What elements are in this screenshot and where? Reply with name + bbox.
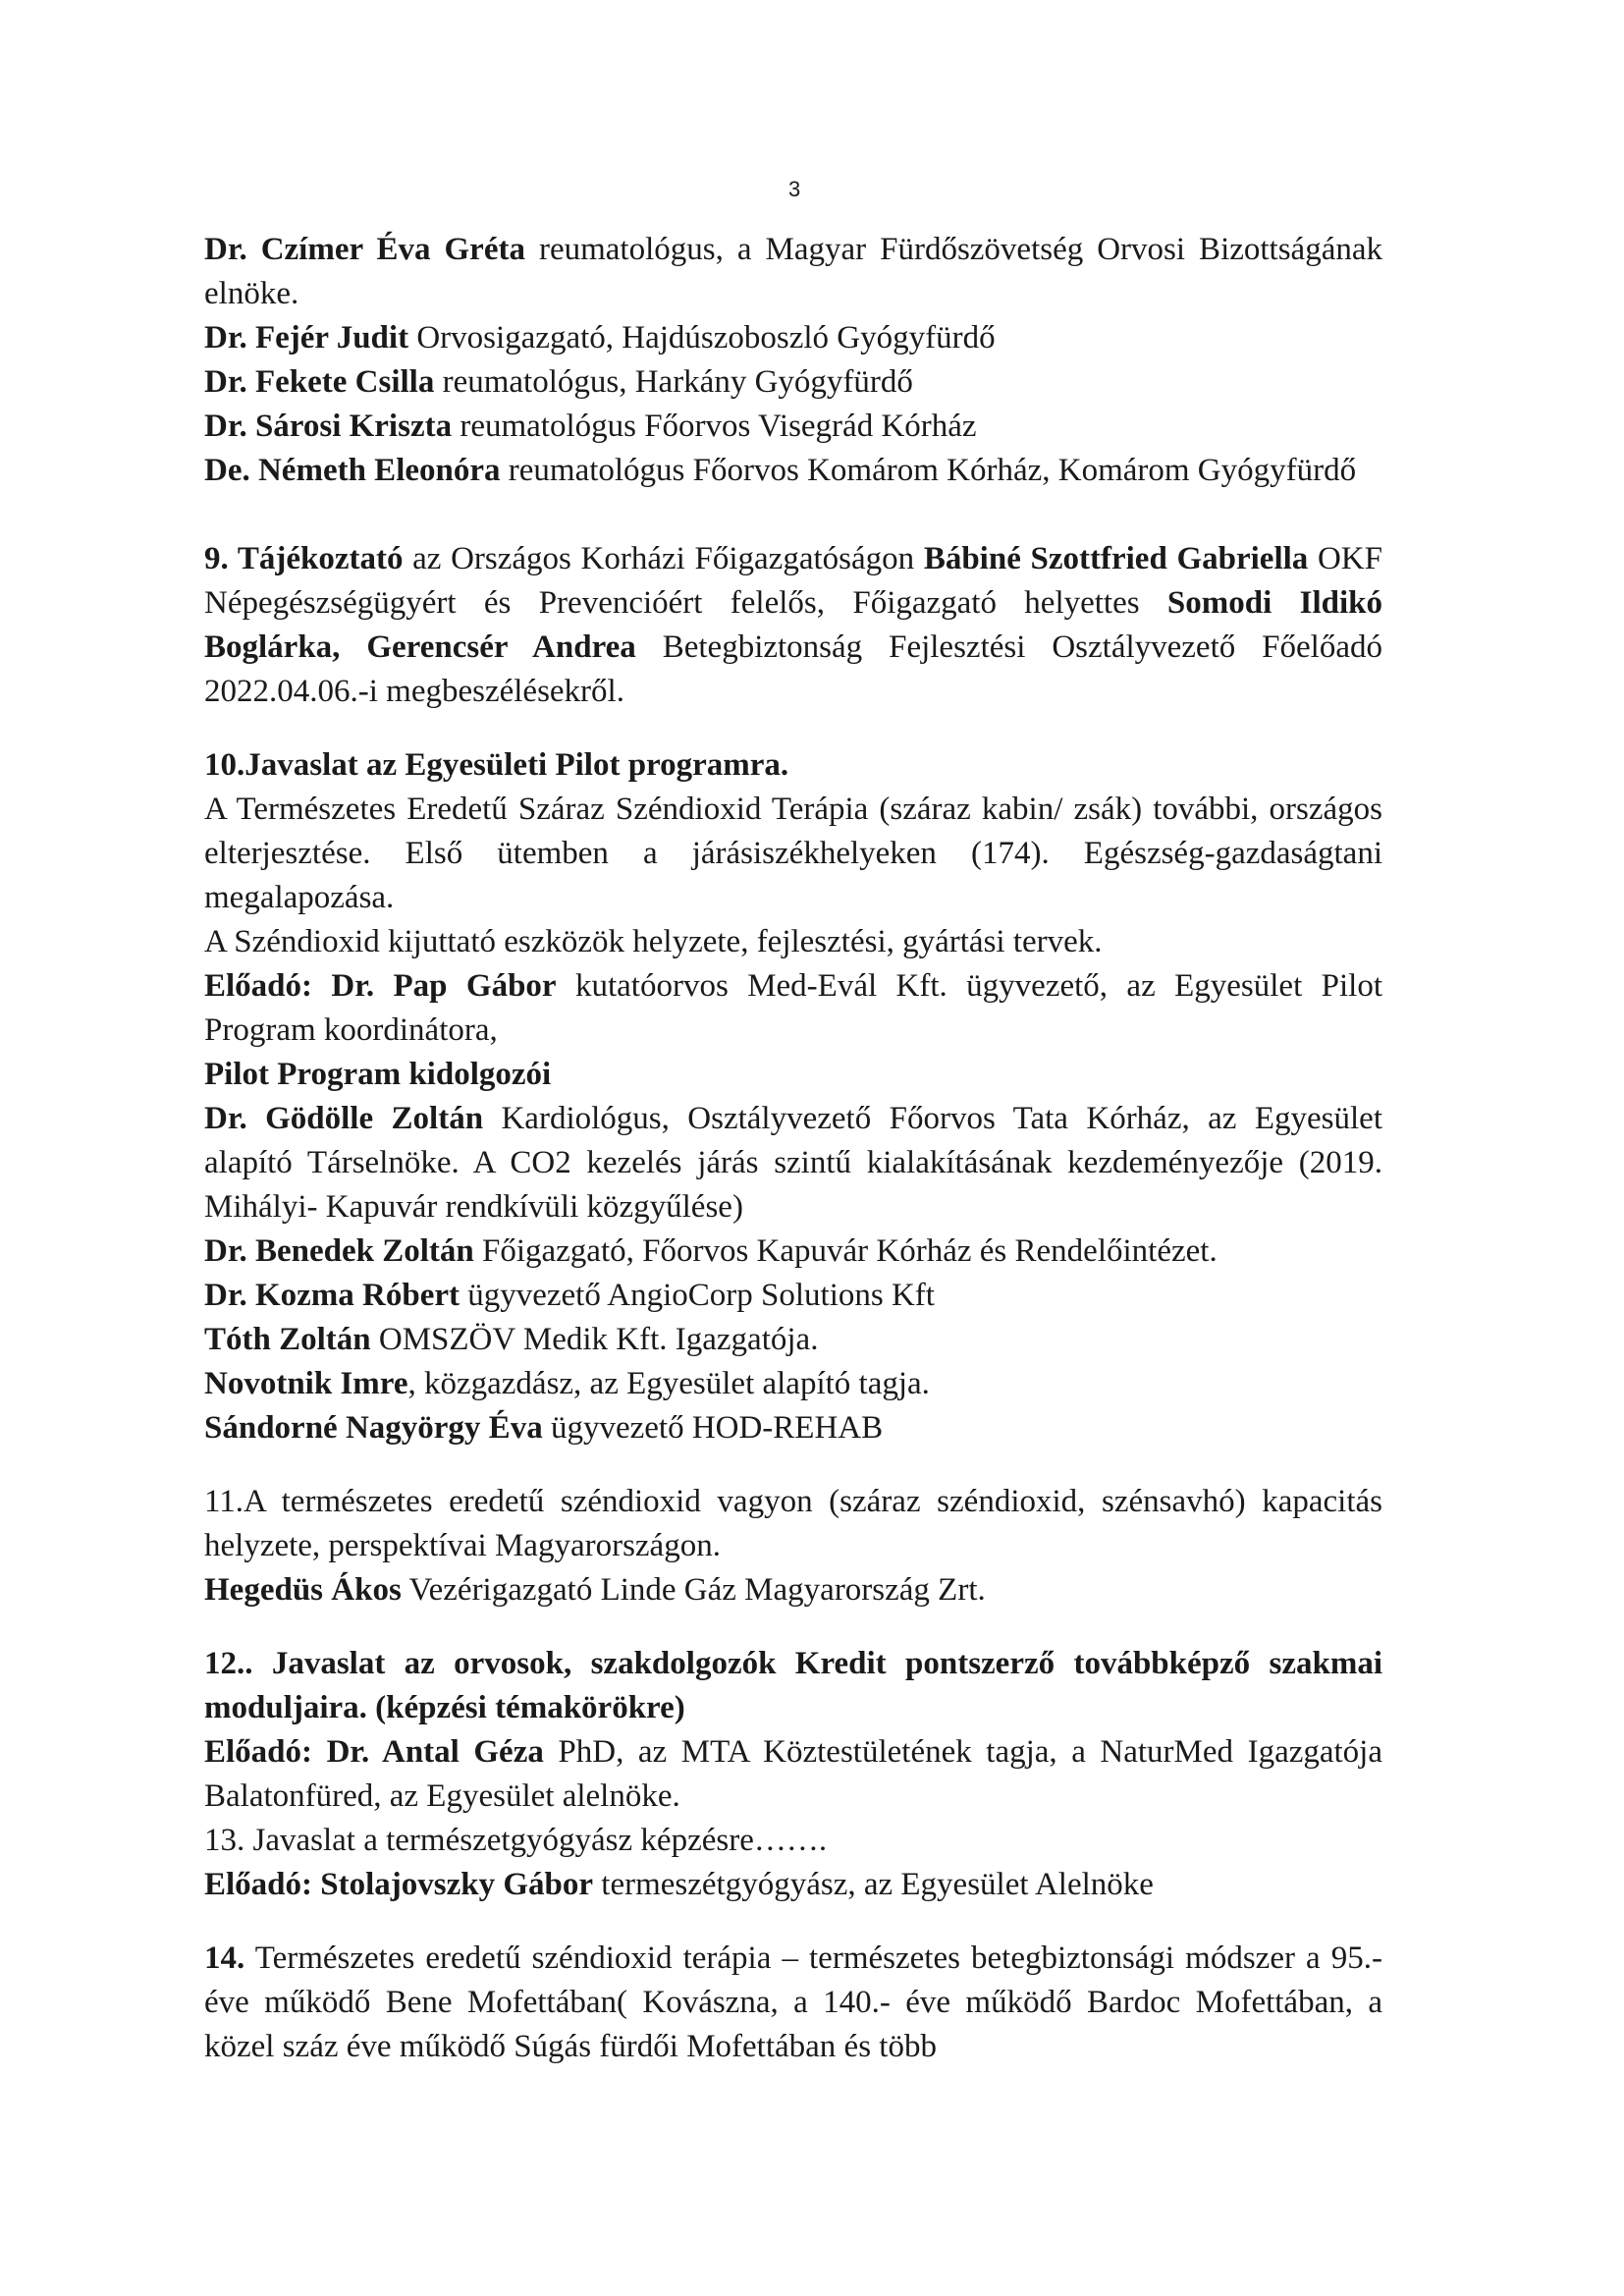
person-line <box>204 360 1382 405</box>
person-name: Dr. Czímer Éva Gréta <box>204 232 525 267</box>
person-name: Dr. Sárosi Kriszta <box>204 409 453 444</box>
person-description: , közgazdász, az Egyesület alapító tagja. <box>407 1366 930 1401</box>
person-description: ügyvezető AngioCorp Solutions Kft <box>459 1278 935 1313</box>
section-subtitle: Pilot Program kidolgozói <box>204 1057 552 1092</box>
agenda-item-12-title <box>204 1642 1382 1730</box>
person-name: Somodi Ildikó Boglárka, Gerencsér Andrea <box>204 585 1383 665</box>
agenda-item-14 <box>204 1937 1382 2069</box>
person-description: Főigazgató, Főorvos Kapuvár Kórház és Rendelőintézet. <box>473 1233 1218 1269</box>
developer-line <box>204 1097 1382 1230</box>
agenda-item-10-text: A Természetes Eredetű Száraz Széndioxid Terápia (száraz kabin/ zsák) további, országos elterjesztése. Első ütemben a járásiszékhelyeken (174). Egészség-gazdaságtani megalapozása. <box>204 792 1382 915</box>
person-line <box>204 228 1382 316</box>
person-description: reumatológus Főorvos Komárom Kórház, Komárom Gyógyfürdő <box>500 453 1357 488</box>
item-title: 10.Javaslat az Egyesületi Pilot programra. <box>204 747 789 783</box>
person-description: Orvosigazgató, Hajdúszoboszló Gyógyfürdő <box>408 320 996 355</box>
presenter-line <box>204 1863 1382 1907</box>
person-name: Bábiné Szottfried Gabriella <box>923 541 1309 576</box>
item-text: Betegbiztonság Fejlesztési Osztályvezető Főelőadó 2022.04.06.-i megbeszélésekről. <box>204 629 1382 709</box>
person-name: Hegedüs Ákos <box>204 1572 402 1608</box>
agenda-item-10-text: A Széndioxid kijuttató eszközök helyzete, fejlesztési, gyártási tervek. <box>204 924 1103 959</box>
presenter-description: PhD, az MTA Köztestületének tagja, a NaturMed Igazgatója Balatonfüred, az Egyesület alelnöke. <box>204 1734 1382 1814</box>
person-name: Dr. Kozma Róbert <box>204 1278 460 1313</box>
document-body <box>204 228 1382 2069</box>
item-text: Természetes eredetű széndioxid terápia – természetes betegbiztonsági módszer a 95.-éve működő Bene Mofettában( Kovászna, a 140.- éve működő Bardoc Mofettában, a közel száz éve működő Súgás fürdői Mofettában és több <box>204 1941 1382 2064</box>
agenda-item-10-title <box>204 743 1382 788</box>
agenda-item-9 <box>204 537 1382 714</box>
person-name: Novotnik Imre <box>204 1366 408 1401</box>
person-name: Dr. Gödölle Zoltán <box>204 1101 484 1136</box>
person-description: ügyvezető HOD-REHAB <box>542 1410 884 1446</box>
presenter-line <box>204 1730 1382 1819</box>
person-line <box>204 316 1382 360</box>
item-title: 12.. Javaslat az orvosok, szakdolgozók Kredit pontszerző továbbképző szakmai moduljaira. (képzési témakörökre) <box>204 1646 1382 1725</box>
developers-title <box>204 1053 1382 1097</box>
person-line <box>204 405 1382 449</box>
presenter-description: kutatóorvos Med-Evál Kft. ügyvezető, az Egyesület Pilot Program koordinátora, <box>204 968 1382 1048</box>
person-name: Sándorné Nagyörgy Éva <box>204 1410 543 1446</box>
presenter-line <box>204 964 1382 1053</box>
developer-line <box>204 1362 1382 1406</box>
person-description: Kardiológus, Osztályvezető Főorvos Tata Kórház, az Egyesület alapító Társelnöke. A CO2 kezelés járás szintű kialakításának kezdeményezője (2019. Mihályi- Kapuvár rendkívüli közgyűlése) <box>204 1101 1382 1225</box>
agenda-item-11-text: 11.A természetes eredetű széndioxid vagyon (száraz széndioxid, szénsavhó) kapacitás helyzete, perspektívai Magyarországon. <box>204 1484 1382 1563</box>
person-name: Dr. Fejér Judit <box>204 320 409 355</box>
item-text: az Országos Korházi Főigazgatóságon <box>403 541 924 576</box>
developer-line <box>204 1274 1382 1318</box>
person-description: Vezérigazgató Linde Gáz Magyarország Zrt. <box>401 1572 986 1608</box>
person-line <box>204 449 1382 493</box>
item-text: OKF Népegészségügyért és Prevencióért felelős, Főigazgató helyettes <box>204 541 1382 621</box>
agenda-item-13-text: 13. Javaslat a természetgyógyász képzésre……. <box>204 1823 828 1858</box>
person-name: Tóth Zoltán <box>204 1322 371 1357</box>
person-description: reumatológus, Harkány Gyógyfürdő <box>434 364 913 400</box>
presenter-label: Előadó: Dr. Pap Gábor <box>204 968 557 1004</box>
person-name: Dr. Fekete Csilla <box>204 364 435 400</box>
person-description: reumatológus Főorvos Visegrád Kórház <box>452 409 977 444</box>
presenter-description: termeszétgyógyász, az Egyesület Alelnöke <box>593 1867 1154 1902</box>
developer-line <box>204 1318 1382 1362</box>
item-number: 14. <box>204 1941 245 1976</box>
developer-line <box>204 1230 1382 1274</box>
person-description: reumatológus, a Magyar Fürdőszövetség Orvosi Bizottságának elnöke. <box>204 232 1382 311</box>
presenter-line <box>204 1568 1382 1613</box>
person-name: De. Németh Eleonóra <box>204 453 501 488</box>
item-number: 9. Tájékoztató <box>204 541 404 576</box>
person-name: Dr. Benedek Zoltán <box>204 1233 474 1269</box>
person-description: OMSZÖV Medik Kft. Igazgatója. <box>370 1322 819 1357</box>
presenter-label: Előadó: Stolajovszky Gábor <box>204 1867 594 1902</box>
presenter-label: Előadó: Dr. Antal Géza <box>204 1734 544 1770</box>
developer-line <box>204 1406 1382 1450</box>
page-number: 3 <box>788 177 801 201</box>
